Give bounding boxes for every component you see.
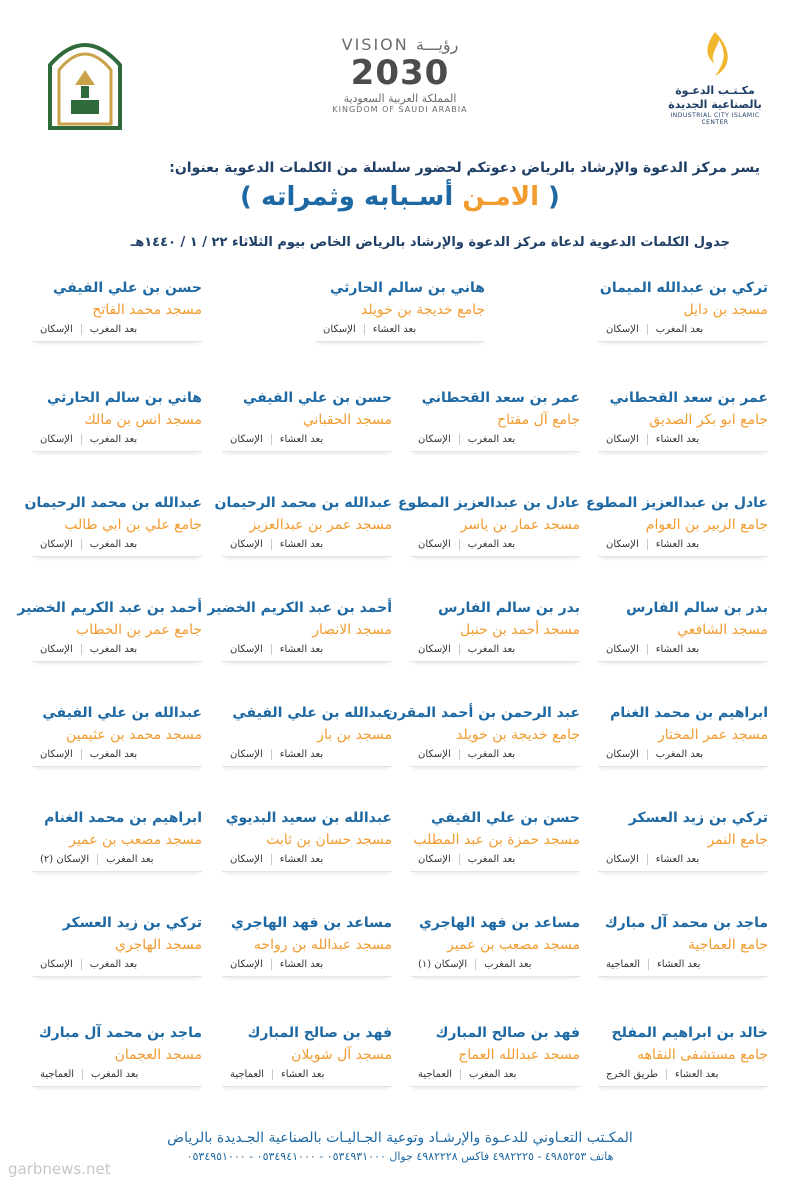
mosque-name: مسجد محمد بن عثيمين [65,727,202,743]
card-meta [32,539,202,557]
schedule-card [222,705,392,797]
session-time: بعد المغرب [459,539,523,550]
mosque-name: جامع علي بن ابي طالب [64,517,202,533]
district-name: الإسكان [418,749,451,760]
card-meta [32,749,202,767]
page-title [0,182,800,212]
session-time: بعد العشاء [271,434,331,445]
session-time: بعد العشاء [271,854,331,865]
district-name: الإسكان [40,644,73,655]
session-time: بعد العشاء [647,644,707,655]
mosque-name: مسجد آل شويلان [291,1047,392,1063]
mosque-name: مسجد عبدالله بن رواحه [253,937,392,953]
mosque-name: جامع العماجية [688,937,768,953]
speaker-name: تركي بن زيد العسكر [62,915,202,931]
speaker-name: بدر بن سالم الفارس [626,600,768,616]
vision-subtitle-english: KINGDOM OF SAUDI ARABIA [332,105,468,114]
district-name: الإسكان [230,644,263,655]
session-time: بعد المغرب [81,434,145,445]
schedule-subtitle: جدول الكلمات الدعوية لدعاة مركز الدعوة والإرشاد بالرياض الخاص بيوم الثلاثاء ٢٢ / ١ / ١٤٤٠هـ [130,235,730,250]
mosque-name: جامع خديجة بن خويلد [456,727,580,743]
session-time: بعد العشاء [271,749,331,760]
card-meta [410,644,580,662]
schedule-card [222,390,392,482]
mosque-name: مسجد بن دايل [683,302,768,318]
session-time: بعد المغرب [81,959,145,970]
card-meta [222,539,392,557]
session-time: بعد المغرب [82,1069,146,1080]
schedule-card [385,705,580,797]
schedule-card [410,600,580,692]
district-name: الإسكان [230,749,263,760]
session-time: بعد المغرب [81,324,145,335]
schedule-card [410,810,580,902]
footer-contacts: هاتف ٤٩٨٥٢٥٣ - ٤٩٨٢٢٢٥ فاكس ٤٩٨٢٢٢٨ جوال ٠٥٣٤٩٣١٠٠٠ - ٠٥٣٤٩٤١٠٠٠ - ٠٥٣٤٩٥١٠٠٠ [186,1150,614,1163]
schedule-card [410,915,580,1007]
schedule-card [598,705,768,797]
session-time: بعد العشاء [271,539,331,550]
card-meta [598,854,768,872]
card-meta [32,959,202,977]
schedule-card [32,705,202,797]
district-name: الإسكان [418,644,451,655]
schedule-card [598,390,768,482]
district-name: الإسكان [606,644,639,655]
speaker-name: حسن بن علي الفيفي [431,810,580,826]
speaker-name: ابراهيم بن محمد الغنام [44,810,202,826]
schedule-card [598,280,768,372]
session-time: بعد المغرب [97,854,161,865]
vision-year: 2030 [350,53,450,93]
session-time: بعد العشاء [648,959,708,970]
district-name: الإسكان [418,434,451,445]
speaker-name: ماجد بن محمد آل مبارك [604,915,768,931]
district-name: العماجية [230,1069,265,1080]
mosque-name: مسجد عمر المختار [658,727,768,743]
card-meta [410,1069,580,1087]
speaker-name: ابراهيم بن محمد الغنام [610,705,768,721]
mosque-name: مسجد عمار بن ياسر [460,517,580,533]
card-meta [222,644,392,662]
session-time: بعد العشاء [272,1069,332,1080]
mosque-name: جامع عمر بن الخطاب [75,622,202,638]
speaker-name: بدر بن سالم الفارس [438,600,580,616]
session-time: بعد العشاء [647,854,707,865]
card-meta [410,539,580,557]
district-name: الإسكان [606,434,639,445]
speaker-name: تركي بن زيد العسكر [628,810,768,826]
session-time: بعد العشاء [271,644,331,655]
speaker-name: أحمد بن عبد الكريم الخضير [17,600,202,616]
card-meta [410,434,580,452]
office-name-line2: بالصناعية الجديدة [668,98,762,111]
session-time: بعد العشاء [647,539,707,550]
speaker-name: عادل بن عبدالعزيز المطوع [585,495,768,511]
schedule-card [410,390,580,482]
district-name: الإسكان [418,854,451,865]
speaker-name: عبدالله بن علي الفيفي [232,705,392,721]
schedule-card [24,495,202,587]
speaker-name: عادل بن عبدالعزيز المطوع [397,495,580,511]
district-name: الإسكان [40,539,73,550]
speaker-name: مساعد بن فهد الهاجري [419,915,580,931]
mosque-name: مسجد حمزة بن عبد المطلب [413,832,580,848]
district-name: الإسكان [40,324,73,335]
speaker-name: حسن بن علي الفيفي [243,390,392,406]
speaker-name: خالد بن ابراهيم المفلح [611,1025,768,1041]
card-meta [222,1069,392,1087]
session-time: بعد المغرب [460,1069,524,1080]
card-meta [598,324,768,342]
schedule-card [214,495,392,587]
district-name: الإسكان [606,749,639,760]
speaker-name: ماجد بن محمد آل مبارك [38,1025,202,1041]
speaker-name: عمر بن سعد القحطاني [421,390,580,406]
card-meta [222,959,392,977]
schedule-card [32,280,202,372]
speaker-name: مساعد بن فهد الهاجري [231,915,392,931]
district-name: الإسكان (٢) [40,854,90,865]
card-meta [315,324,485,342]
schedule-card [207,600,392,692]
vision-2030-logo [300,35,500,135]
vision-subtitle-arabic: المملكة العربية السعودية [343,92,457,105]
footer [0,1130,800,1163]
district-name: الإسكان [230,434,263,445]
card-meta [598,434,768,452]
schedule-grid [17,280,780,1100]
mosque-name: مسجد أحمد بن حنبل [460,622,580,638]
speaker-name: عمر بن سعد القحطاني [609,390,768,406]
session-time: بعد العشاء [647,434,707,445]
schedule-card [397,495,580,587]
schedule-card [32,915,202,1007]
schedule-card [222,810,392,902]
session-time: بعد المغرب [647,749,711,760]
session-time: بعد المغرب [81,749,145,760]
session-time: بعد المغرب [647,324,711,335]
mosque-name: مسجد الشافعي [677,622,768,638]
mosque-name: جامع النمر [707,832,768,848]
mosque-name: مسجد العجمان [114,1047,202,1063]
district-name: الإسكان [230,959,263,970]
schedule-card [598,600,768,692]
district-name: الإسكان [418,539,451,550]
speaker-name: عبدالله بن سعيد البديوي [225,810,392,826]
speaker-name: هاني بن سالم الحارثي [46,390,202,406]
card-meta [410,959,580,977]
office-name-line1: مكـتـب الدعـوة [675,84,755,97]
mosque-name: مسجد حسان بن ثابت [266,832,392,848]
card-meta [32,644,202,662]
speaker-name: عبدالله بن محمد الرحيمان [24,495,202,511]
title-accent: الامـن [462,182,539,212]
mosque-name: مسجد الانصار [312,622,392,638]
schedule-card [222,1025,392,1117]
card-meta [222,749,392,767]
session-time: بعد المغرب [81,644,145,655]
schedule-card [32,1025,202,1117]
intro-text: يسر مركز الدعوة والإرشاد بالرياض دعوتكم لحضور سلسلة من الكلمات الدعوية بعنوان: [169,160,760,176]
card-meta [32,854,202,872]
session-time: بعد المغرب [475,959,539,970]
mosque-name: مسجد الحقباني [302,412,392,428]
mosque-name: مسجد عبدالله العماج [458,1047,580,1063]
card-meta [32,324,202,342]
mosque-name: مسجد محمد الفاتح [92,302,202,318]
card-meta [32,434,202,452]
session-time: بعد المغرب [81,539,145,550]
schedule-card [598,810,768,902]
district-name: الإسكان [40,959,73,970]
district-name: الإسكان [40,749,73,760]
ministry-emblem-icon [45,30,125,130]
schedule-card [598,915,768,1007]
district-name: الإسكان [323,324,356,335]
card-meta [598,539,768,557]
mosque-name: جامع مستشفى النقاهه [637,1047,768,1063]
district-name: العماجية [418,1069,453,1080]
mosque-name: جامع ابو بكر الصديق [649,412,768,428]
title-open: ( [539,182,560,212]
speaker-name: عبد الرحمن بن أحمد المقرن [385,705,580,721]
mosque-name: مسجد الهاجري [114,937,202,953]
mosque-name: جامع خديجة بن خويلد [361,302,485,318]
mosque-name: مسجد بن باز [317,727,392,743]
card-meta [222,854,392,872]
district-name: الإسكان [40,434,73,445]
schedule-card [585,495,768,587]
office-logo [660,30,770,130]
flame-icon [695,30,735,80]
speaker-name: حسن بن علي الفيفي [53,280,202,296]
district-name: طريق الخرج [606,1069,659,1080]
card-meta [598,1069,768,1087]
mosque-name: مسجد عمر بن عبدالعزيز [249,517,392,533]
speaker-name: فهد بن صالح المبارك [435,1025,580,1041]
schedule-card [410,1025,580,1117]
district-name: الإسكان (١) [418,959,468,970]
district-name: العماجية [40,1069,75,1080]
district-name: العماجية [606,959,641,970]
session-time: بعد المغرب [459,749,523,760]
card-meta [598,644,768,662]
footer-office: المكـتب التعـاوني للدعـوة والإرشـاد وتوعية الجـاليـات بالصناعية الجـديدة بالرياض [167,1130,633,1146]
mosque-name: مسجد مصعب بن عمير [69,832,202,848]
card-meta [32,1069,202,1087]
speaker-name: أحمد بن عبد الكريم الخضير [207,600,392,616]
card-meta [410,854,580,872]
mosque-name: جامع الزبير بن العوام [645,517,768,533]
card-meta [598,959,768,977]
mosque-name: مسجد انس بن مالك [84,412,202,428]
mosque-name: مسجد مصعب بن عمير [447,937,580,953]
mosque-name: جامع آل مفتاح [497,412,580,428]
speaker-name: فهد بن صالح المبارك [247,1025,392,1041]
session-time: بعد المغرب [459,434,523,445]
session-time: بعد العشاء [271,959,331,970]
speaker-name: عبدالله بن محمد الرحيمان [214,495,392,511]
district-name: الإسكان [606,539,639,550]
watermark: garbnews.net [8,1160,111,1178]
title-rest: أسـبابه وثمراته ) [240,182,463,212]
speaker-name: هاني بن سالم الحارثي [329,280,485,296]
schedule-card [598,1025,768,1117]
speaker-name: تركي بن عبدالله الميمان [599,280,768,296]
card-meta [598,749,768,767]
district-name: الإسكان [230,539,263,550]
header [0,0,800,150]
vision-title: VISION رؤيـــة [341,35,459,54]
card-meta [222,434,392,452]
session-time: بعد العشاء [666,1069,726,1080]
schedule-card [32,810,202,902]
office-name-english: INDUSTRIAL CITY ISLAMIC CENTER [670,112,760,126]
session-time: بعد العشاء [364,324,424,335]
district-name: الإسكان [230,854,263,865]
district-name: الإسكان [606,324,639,335]
schedule-card [17,600,202,692]
session-time: بعد المغرب [459,644,523,655]
speaker-name: عبدالله بن علي الفيفي [42,705,202,721]
card-meta [410,749,580,767]
district-name: الإسكان [606,854,639,865]
schedule-card [315,280,485,372]
schedule-card [32,390,202,482]
session-time: بعد المغرب [459,854,523,865]
schedule-card [222,915,392,1007]
